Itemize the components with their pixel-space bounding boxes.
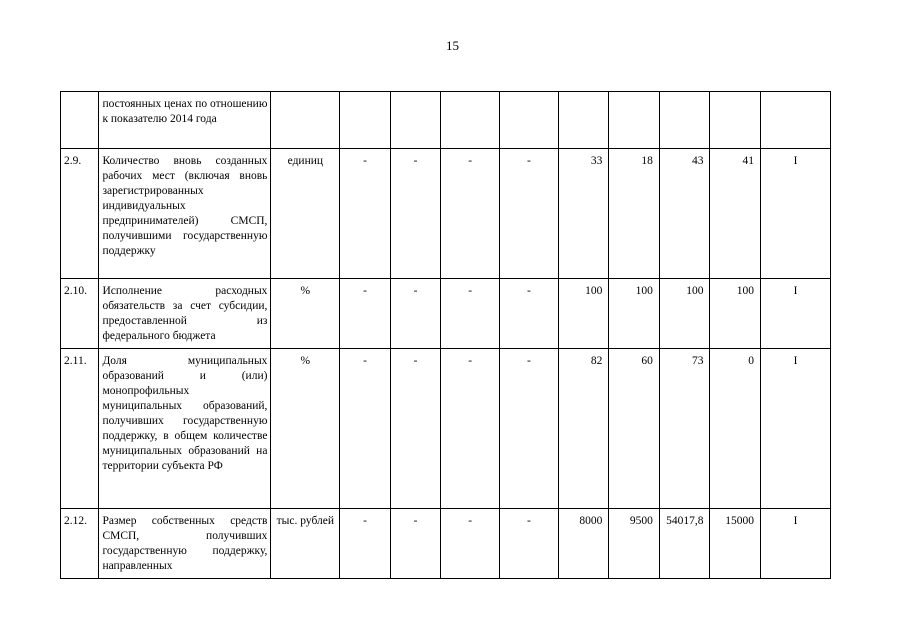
table-row (61, 349, 831, 509)
value-cell: - (390, 149, 441, 279)
value-cell (761, 92, 831, 149)
value-cell: - (500, 509, 559, 579)
value-cell: 9500 (609, 509, 660, 579)
value-cell: 54017,8 (659, 509, 710, 579)
value-cell: 82 (558, 349, 609, 509)
value-cell: 0 (710, 349, 761, 509)
value-cell (659, 92, 710, 149)
row-number (61, 92, 99, 149)
value-cell: - (340, 509, 391, 579)
value-cell: - (500, 279, 559, 349)
value-cell: - (390, 279, 441, 349)
value-cell: 100 (710, 279, 761, 349)
indicators-table (60, 91, 831, 579)
value-cell: 15000 (710, 509, 761, 579)
row-number: 2.11. (61, 349, 99, 509)
row-number: 2.12. (61, 509, 99, 579)
value-cell: - (441, 149, 500, 279)
indicator-description: постоянных ценах по отношению к показателю 2014 года (99, 92, 271, 149)
value-cell: 33 (558, 149, 609, 279)
unit-cell: единиц (271, 149, 340, 279)
indicator-description: Количество вновь созданных рабочих мест (включая вновь зарегистрированных индивидуальных предпринимателей) СМСП, получившими государственную поддержку (99, 149, 271, 279)
value-cell: - (340, 349, 391, 509)
value-cell (441, 92, 500, 149)
value-cell: 43 (659, 149, 710, 279)
unit-cell: тыс. рублей (271, 509, 340, 579)
value-cell: 73 (659, 349, 710, 509)
value-cell: I (761, 149, 831, 279)
unit-cell: % (271, 349, 340, 509)
value-cell: I (761, 279, 831, 349)
value-cell: - (390, 349, 441, 509)
table-row (61, 279, 831, 349)
page-number: 15 (446, 38, 459, 53)
value-cell: 60 (609, 349, 660, 509)
indicator-description: Размер собственных средств СМСП, получивших государственную поддержку, направленных (99, 509, 271, 579)
value-cell: - (340, 279, 391, 349)
row-number: 2.9. (61, 149, 99, 279)
row-number: 2.10. (61, 279, 99, 349)
value-cell: 8000 (558, 509, 609, 579)
table-row (61, 92, 831, 149)
value-cell: 41 (710, 149, 761, 279)
table-row (61, 149, 831, 279)
value-cell (558, 92, 609, 149)
value-cell (500, 92, 559, 149)
value-cell: - (500, 349, 559, 509)
value-cell: 100 (659, 279, 710, 349)
indicator-description: Доля муниципальных образований и (или) монопрофильных муниципальных образований, получивших государственную поддержку, в общем количестве муниципальных образований на территории субъекта РФ (99, 349, 271, 509)
value-cell (710, 92, 761, 149)
value-cell (390, 92, 441, 149)
value-cell: I (761, 509, 831, 579)
value-cell: 100 (609, 279, 660, 349)
value-cell: - (441, 279, 500, 349)
value-cell: 100 (558, 279, 609, 349)
unit-cell: % (271, 279, 340, 349)
table-row (61, 509, 831, 579)
indicator-description: Исполнение расходных обязательств за счет субсидии, предоставленной из федерального бюджета (99, 279, 271, 349)
value-cell (609, 92, 660, 149)
value-cell: - (441, 509, 500, 579)
value-cell: - (500, 149, 559, 279)
value-cell: - (441, 349, 500, 509)
value-cell: 18 (609, 149, 660, 279)
unit-cell (271, 92, 340, 149)
value-cell: - (390, 509, 441, 579)
value-cell: - (340, 149, 391, 279)
value-cell: I (761, 349, 831, 509)
value-cell (340, 92, 391, 149)
